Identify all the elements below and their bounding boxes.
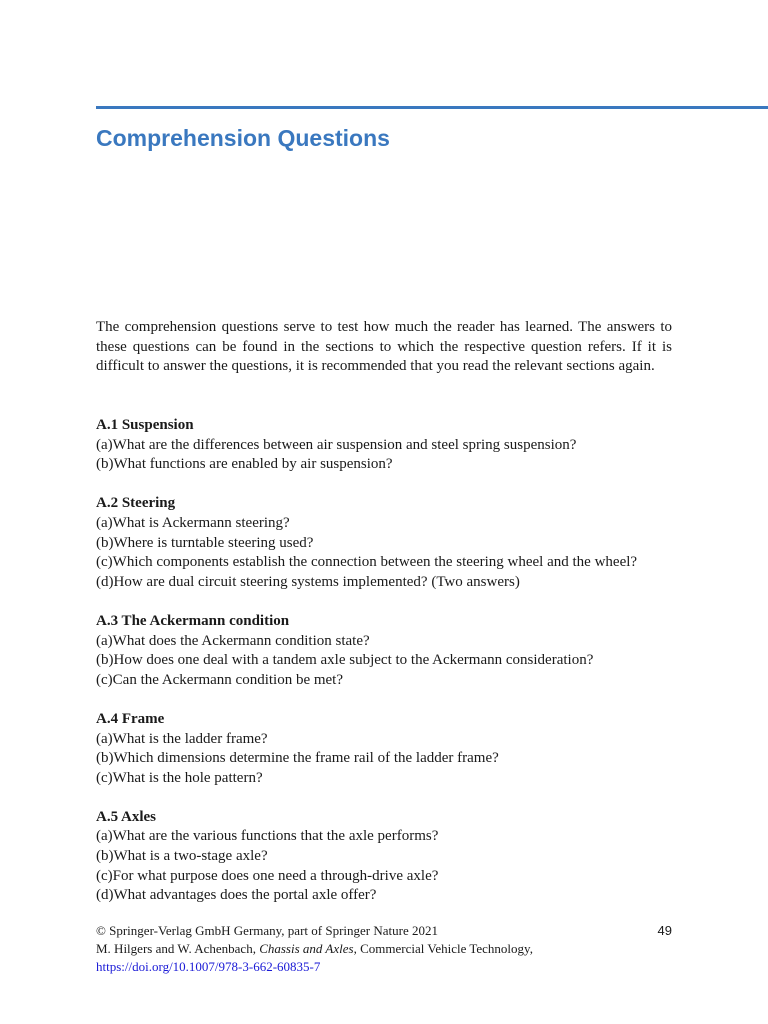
question-text: Which dimensions determine the frame rail of the ladder frame? bbox=[113, 750, 499, 767]
question-list bbox=[96, 436, 686, 475]
question-label: (b) bbox=[96, 848, 114, 865]
question-item bbox=[96, 553, 686, 573]
citation-book-title: Chassis and Axles bbox=[259, 941, 354, 956]
question-list bbox=[96, 514, 686, 592]
page-number: 49 bbox=[657, 923, 672, 938]
section-heading: A.3 The Ackermann condition bbox=[96, 612, 290, 629]
question-text: What are the various functions that the axle performs? bbox=[112, 828, 439, 845]
chapter-rule bbox=[96, 106, 768, 109]
question-label: (a) bbox=[96, 730, 113, 747]
question-item bbox=[96, 632, 686, 652]
doi-link[interactable]: https://doi.org/10.1007/978-3-662-60835-7 bbox=[96, 959, 321, 974]
question-text: What is the hole pattern? bbox=[112, 769, 263, 786]
page-footer bbox=[96, 922, 672, 976]
question-section bbox=[96, 808, 686, 906]
question-list bbox=[96, 730, 686, 789]
citation-series: , Commercial Vehicle Technology, bbox=[353, 941, 533, 956]
question-text: What advantages does the portal axle offer? bbox=[113, 887, 377, 904]
question-text: For what purpose does one need a through-drive axle? bbox=[112, 867, 439, 884]
question-text: Where is turntable steering used? bbox=[113, 534, 314, 551]
section-heading: A.4 Frame bbox=[96, 710, 165, 727]
section-heading: A.1 Suspension bbox=[96, 417, 194, 433]
question-text: What functions are enabled by air suspension? bbox=[113, 456, 393, 473]
question-label: (a) bbox=[96, 514, 113, 531]
citation-line bbox=[96, 940, 672, 958]
question-section bbox=[96, 710, 686, 788]
question-label: (c) bbox=[96, 867, 113, 884]
intro-paragraph: The comprehension questions serve to test how much the reader has learned. The answers to these questions can be found in the sections to which the respective question refers. If it is difficult to answer the questions, it is recommended that you read the relevant sections again. bbox=[96, 319, 672, 375]
question-label: (b) bbox=[96, 534, 114, 551]
question-label: (d) bbox=[96, 573, 114, 590]
section-heading: A.2 Steering bbox=[96, 495, 176, 512]
question-item bbox=[96, 749, 686, 769]
question-sections bbox=[96, 416, 686, 925]
question-item bbox=[96, 436, 686, 456]
copyright-line: © Springer-Verlag GmbH Germany, part of Springer Nature 2021 bbox=[96, 923, 438, 938]
question-item bbox=[96, 827, 686, 847]
question-list bbox=[96, 827, 686, 905]
question-item bbox=[96, 867, 686, 887]
question-section bbox=[96, 494, 686, 592]
question-text: What is a two-stage axle? bbox=[113, 848, 268, 865]
question-text: How are dual circuit steering systems implemented? (Two answers) bbox=[113, 573, 520, 590]
question-label: (a) bbox=[96, 828, 113, 845]
question-item bbox=[96, 730, 686, 750]
question-text: What does the Ackermann condition state? bbox=[112, 632, 370, 649]
question-text: Can the Ackermann condition be met? bbox=[112, 671, 344, 688]
question-text: What is the ladder frame? bbox=[112, 730, 268, 747]
question-list bbox=[96, 632, 686, 691]
question-text: Which components establish the connection between the steering wheel and the wheel? bbox=[112, 554, 638, 571]
question-label: (c) bbox=[96, 769, 113, 786]
question-item bbox=[96, 651, 686, 671]
question-item bbox=[96, 671, 686, 691]
question-section bbox=[96, 416, 686, 475]
question-item bbox=[96, 534, 686, 554]
question-section bbox=[96, 612, 686, 690]
citation-authors: M. Hilgers and W. Achenbach, bbox=[96, 941, 260, 956]
question-item bbox=[96, 769, 686, 789]
question-label: (a) bbox=[96, 632, 113, 649]
question-label: (c) bbox=[96, 554, 113, 571]
section-heading: A.5 Axles bbox=[96, 808, 156, 825]
question-item bbox=[96, 455, 686, 475]
question-label: (b) bbox=[96, 750, 114, 767]
question-item bbox=[96, 514, 686, 534]
question-item bbox=[96, 847, 686, 867]
question-label: (a) bbox=[96, 436, 113, 453]
question-text: What are the differences between air suspension and steel spring suspension? bbox=[112, 436, 577, 453]
question-label: (c) bbox=[96, 671, 113, 688]
question-label: (b) bbox=[96, 456, 114, 473]
question-label: (d) bbox=[96, 887, 114, 904]
question-item bbox=[96, 573, 686, 593]
question-item bbox=[96, 886, 686, 906]
question-text: How does one deal with a tandem axle subject to the Ackermann consideration? bbox=[113, 652, 594, 669]
question-label: (b) bbox=[96, 652, 114, 669]
doi-line bbox=[96, 958, 672, 976]
question-text: What is Ackermann steering? bbox=[112, 514, 290, 531]
chapter-title: Comprehension Questions bbox=[96, 125, 390, 151]
